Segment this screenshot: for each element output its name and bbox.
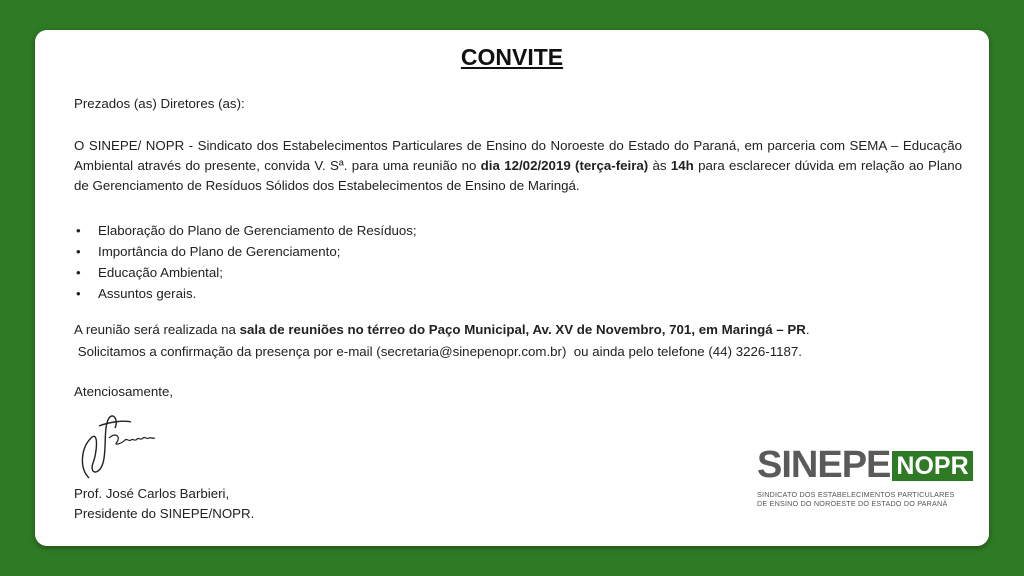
list-item: • Assuntos gerais.	[74, 283, 417, 304]
paragraph-text-1: O SINEPE/ NOPR - Sindicato dos Estabelecimentos Particulares de Ensino do Noroeste do Estado do Paraná, em parceria com SEMA – Educação Ambiental através do presente, convida V. Sª. para uma reunião no	[74, 138, 962, 173]
document-title: CONVITE	[460, 44, 564, 70]
invitation-card	[35, 30, 989, 546]
signer-role: Presidente do SINEPE/NOPR.	[74, 506, 255, 521]
paragraph-text-3: para esclarecer dúvida em relação ao Plano de Gerenciamento de Resíduos Sólidos dos Estabelecimentos de Ensino de Maringá.	[74, 158, 963, 193]
logo-badge: NOPR	[892, 451, 972, 481]
meeting-date: dia 12/02/2019 (terça-feira)	[480, 158, 649, 173]
meeting-place: sala de reuniões no térreo do Paço Municipal, Av. XV de Novembro, 701, em Maringá – PR	[239, 322, 806, 337]
paragraph-text-2: às	[648, 158, 671, 173]
list-item: • Educação Ambiental;	[74, 262, 417, 283]
meeting-prefix: A reunião será realizada na	[74, 322, 240, 337]
confirmation-text: Solicitamos a confirmação da presença por e-mail (secretaria@sinepenopr.com.br) ou ainda pelo telefone (44) 3226-1187.	[74, 344, 802, 359]
closing: Atenciosamente,	[74, 384, 174, 399]
meeting-time: 14h	[670, 158, 694, 173]
meeting-suffix: .	[805, 322, 810, 337]
signature-image	[69, 408, 169, 488]
logo-main-text: SINEPE	[757, 444, 891, 486]
topics-list	[74, 220, 417, 304]
logo-subtitle-line-2: DE ENSINO DO NOROESTE DO ESTADO DO PARANÁ	[757, 499, 948, 508]
signer-name: Prof. José Carlos Barbieri,	[74, 486, 230, 501]
meeting-location	[74, 320, 962, 340]
main-paragraph	[74, 136, 962, 196]
list-item: • Elaboração do Plano de Gerenciamento de Resíduos;	[74, 220, 417, 241]
greeting: Prezados (as) Diretores (as):	[74, 96, 245, 111]
logo-subtitle	[757, 490, 967, 508]
sinepe-logo	[757, 446, 967, 521]
list-item: • Importância do Plano de Gerenciamento;	[74, 241, 417, 262]
logo-subtitle-line-1: SINDICATO DOS ESTABELECIMENTOS PARTICULARES	[757, 490, 955, 499]
